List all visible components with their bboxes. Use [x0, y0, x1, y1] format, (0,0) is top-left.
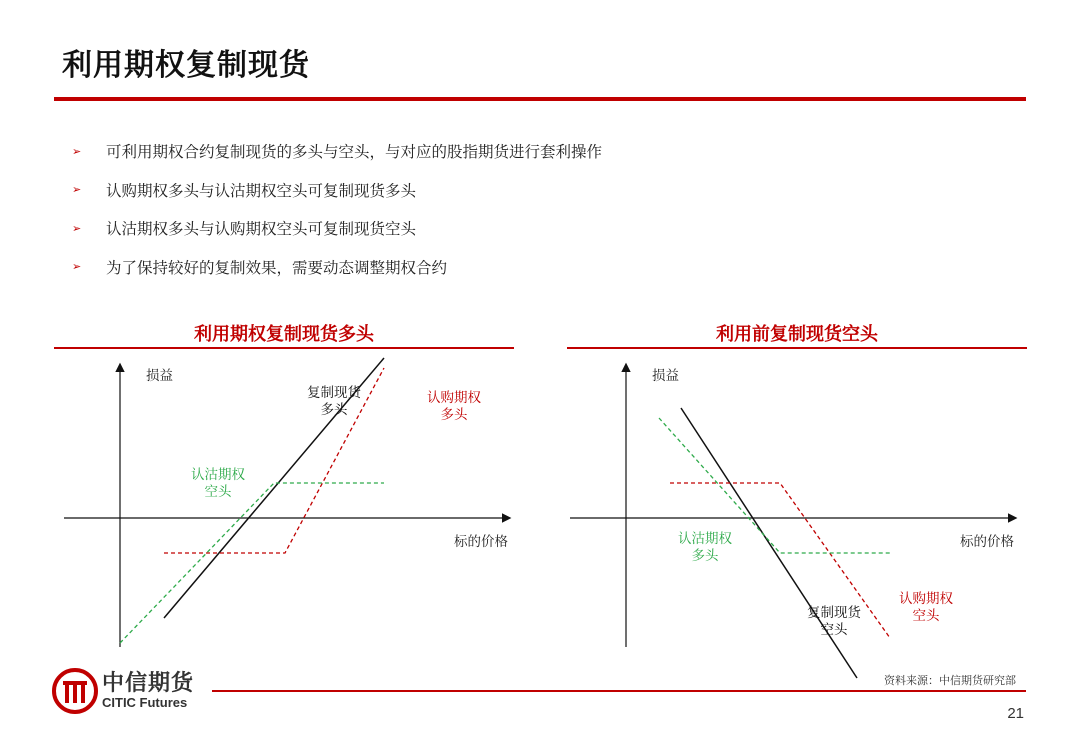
series-label-3: 多头: [691, 548, 719, 563]
arrow-bullet-icon: ➢: [72, 184, 82, 197]
series-label-2: 空头: [912, 608, 940, 623]
short-replication-chart: [560, 355, 1030, 655]
long-replication-chart: [54, 355, 524, 655]
footer-divider: [212, 690, 1026, 692]
series-label-1: 多头: [320, 402, 348, 417]
title-divider: [54, 97, 1026, 101]
x-axis-label: 标的价格: [960, 534, 1014, 549]
bullet-list: [72, 132, 602, 286]
series-label-1: 空头: [820, 622, 848, 637]
bullet-item: [72, 209, 602, 248]
series-label-2: 多头: [440, 407, 468, 422]
bullet-text: 认沽期权多头与认购期权空头可复制现货空头: [106, 221, 417, 239]
arrow-bullet-icon: ➢: [72, 261, 82, 274]
series-label-1: 复制现货: [307, 385, 361, 400]
x-axis-label: 标的价格: [454, 534, 508, 549]
y-axis-label: 损益: [146, 368, 173, 383]
bullet-item: [72, 171, 602, 210]
logo-english-name: CITIC Futures: [102, 695, 188, 710]
series-label-1: 复制现货: [807, 605, 861, 620]
page-number: 21: [1007, 705, 1024, 722]
citic-emblem-icon: [52, 668, 98, 714]
arrow-bullet-icon: ➢: [72, 222, 82, 235]
bullet-text: 为了保持较好的复制效果，需要动态调整期权合约: [106, 259, 448, 277]
source-note: 资料来源：中信期货研究部: [884, 675, 1016, 687]
series-line-3: [120, 483, 384, 643]
series-label-3: 认沽期权: [191, 467, 245, 482]
series-label-2: 认购期权: [427, 390, 481, 405]
series-label-2: 认购期权: [899, 591, 953, 606]
y-axis-label: 损益: [652, 368, 679, 383]
series-label-3: 认沽期权: [678, 531, 732, 546]
bullet-item: [72, 248, 602, 287]
citic-logo: [52, 668, 194, 714]
logo-chinese-name: 中信期货: [102, 670, 195, 695]
chart-title-short: 利用前复制现货空头: [716, 324, 878, 344]
chart-divider-short: [567, 347, 1027, 349]
bullet-item: [72, 132, 602, 171]
arrow-bullet-icon: ➢: [72, 145, 82, 158]
bullet-text: 可利用期权合约复制现货的多头与空头，与对应的股指期货进行套利操作: [106, 144, 603, 162]
bullet-text: 认购期权多头与认沽期权空头可复制现货多头: [106, 182, 417, 200]
series-label-3: 空头: [204, 484, 232, 499]
page-title: 利用期权复制现货: [62, 49, 310, 82]
chart-divider-long: [54, 347, 514, 349]
chart-title-long: 利用期权复制现货多头: [194, 324, 374, 344]
